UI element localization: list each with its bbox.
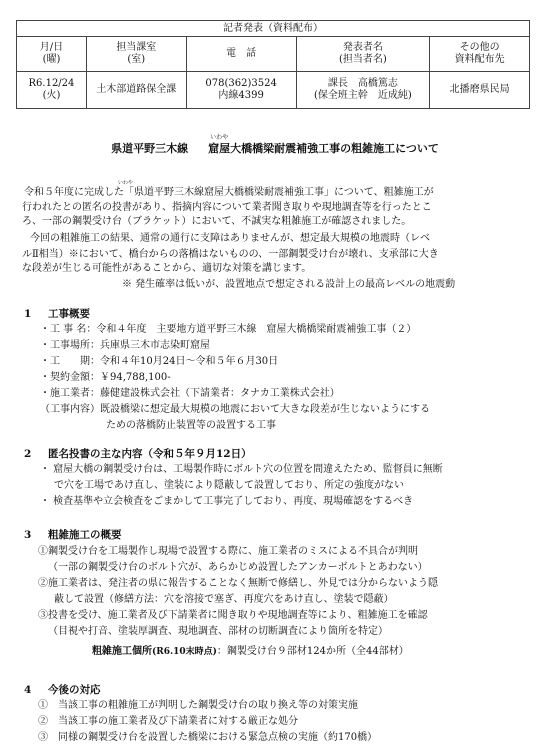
sec3-line4: 蔽して設置（修繕方法：穴を溶接で塞ぎ、再度穴をあけ直し、塗装で隠蔽） [54,594,394,605]
sec2-line3: ・ 検査基準や立会検査をごまかして工事完了しており、再度、現場確認をするべき [40,496,414,507]
sec3-line3: ②施工業者は、発注者の県に報告することなく無断で修繕し、外見では分からないよう隠 [38,578,438,589]
sec3-line6: （目視や打音、塗装厚調査、現地調査、部材の切断調査により箇所を特定） [48,626,388,637]
value-date: R6.12/24 (火) [17,72,87,109]
section-1-heading: 1 工事概要 [24,308,90,320]
sec4-line1: ① 当該工事の粗雑施工が判明した鋼製受け台の取り換え等の対策実施 [38,700,358,711]
intro-p2-line2: ルⅡ相当）※において、橋台からの落橋はないものの、一部鋼製受け台が壊れ、支承部に大き [22,249,439,260]
header-presenter: 発表者名 (担当者名) [296,37,430,72]
header-department: 担当課室 (室) [86,37,186,72]
sec2-line1: ・ 窟屋大橋の鋼製受け台は、工場製作時にボルト穴の位置を間違えたため、監督員に無断 [40,464,443,475]
value-presenter: 課長 高橋篤志 (保全班主幹 近成純) [296,72,430,109]
value-other-recipients: 北播磨県民局 [430,72,530,109]
value-department: 土木部道路保全課 [86,72,186,109]
intro-p2-line3: な段差が生じる可能性があることから、適切な対策を講じます。 [22,263,312,274]
intro-note: ※ 発生確率は低いが、設置地点で想定される設計上の最高レベルの地震動 [122,279,456,290]
header-date: 月/日 (曜) [17,37,87,72]
section-4-heading: 4 今後の対応 [24,684,101,696]
sec1-line7: ための落橋防止装置等の設置する工事 [106,420,276,431]
sec3-line5: ③投書を受け、施工業者及び下請業者に聞き取りや現地調査等により、粗雑施工を確認 [38,610,428,621]
section-3-heading: 3 粗雑施工の概要 [24,529,122,541]
title-place-name: いわや 窟屋 [208,134,231,155]
section-2-heading: 2 匿名投書の主な内容（令和５年９月12日） [24,448,252,460]
header-phone: 電 話 [186,37,296,72]
value-phone: 078(362)3524 内線4399 [186,72,296,109]
intro-p1-line3: ろ、一部の鋼製受け台（ブラケット）において、不誠実な粗雑施工が確認されました。 [22,216,412,227]
document-title: 県道平野三木線 いわや 窟屋大橋橋梁耐震補強工事の粗雑施工について [111,134,439,155]
press-table-caption: 記者発表（資料配布） [17,21,530,37]
intro-p2-line1: 今回の粗雑施工の結果、通常の通行に支障はありませんが、想定最大規模の地震時（レベ [30,233,430,244]
press-info-table [16,20,530,109]
sec1-line6: （工事内容）既設橋梁に想定最大規模の地震において大きな段差が生じないようにする [40,404,430,415]
sec3-line1: ①鋼製受け台を工場製作し現場で設置する際に、施工業者のミスによる不具合が判明 [38,546,418,557]
header-other-recipients: その他の 資料配布先 [430,37,530,72]
sec1-line1: ・工 事 名：令和４年度 主要地方道平野三木線 窟屋大橋橋梁耐震補強工事（２） [40,324,417,335]
sec1-line2: ・工事場所：兵庫県三木市志染町窟屋 [40,340,210,351]
sec1-line3: ・工 期：令和４年10月24日～令和５年６月30日 [40,356,279,367]
sec4-line3: ③ 同様の鋼製受け台を設置した橋梁における緊急点検の実施（約170橋） [38,732,378,743]
sec2-line2: で穴を工場であけ直し、塗装により隠蔽して設置しており、所定の強度がない [54,480,404,491]
sec1-line5: ・施工業者：藤健建設株式会社（下請業者：タナカ工業株式会社） [40,388,340,399]
intro-p1-line1: 令和５年度に完成した「県道平野三木線窟屋大橋橋梁耐震補強工事」について、粗雑施工が [24,187,434,198]
sec3-location: 粗雑施工個所(R6.10末時点)：鋼製受け台９部材124か所（全44部材） [92,646,409,657]
sec4-line2: ② 当該工事の施工業者及び下請業者に対する厳正な処分 [38,716,298,727]
sec3-line2: （一部の鋼製受け台のボルト穴が、あらかじめ設置したアンカーボルトとあわない） [48,562,428,573]
sec1-line4: ・契約金額：￥94,788,100- [40,372,171,383]
intro-ruby: いわや [118,180,134,186]
intro-p1-line2: 行われたとの匿名の投書があり、指摘内容について業者聞き取りや現地調査等を行ったとこ [22,202,432,213]
